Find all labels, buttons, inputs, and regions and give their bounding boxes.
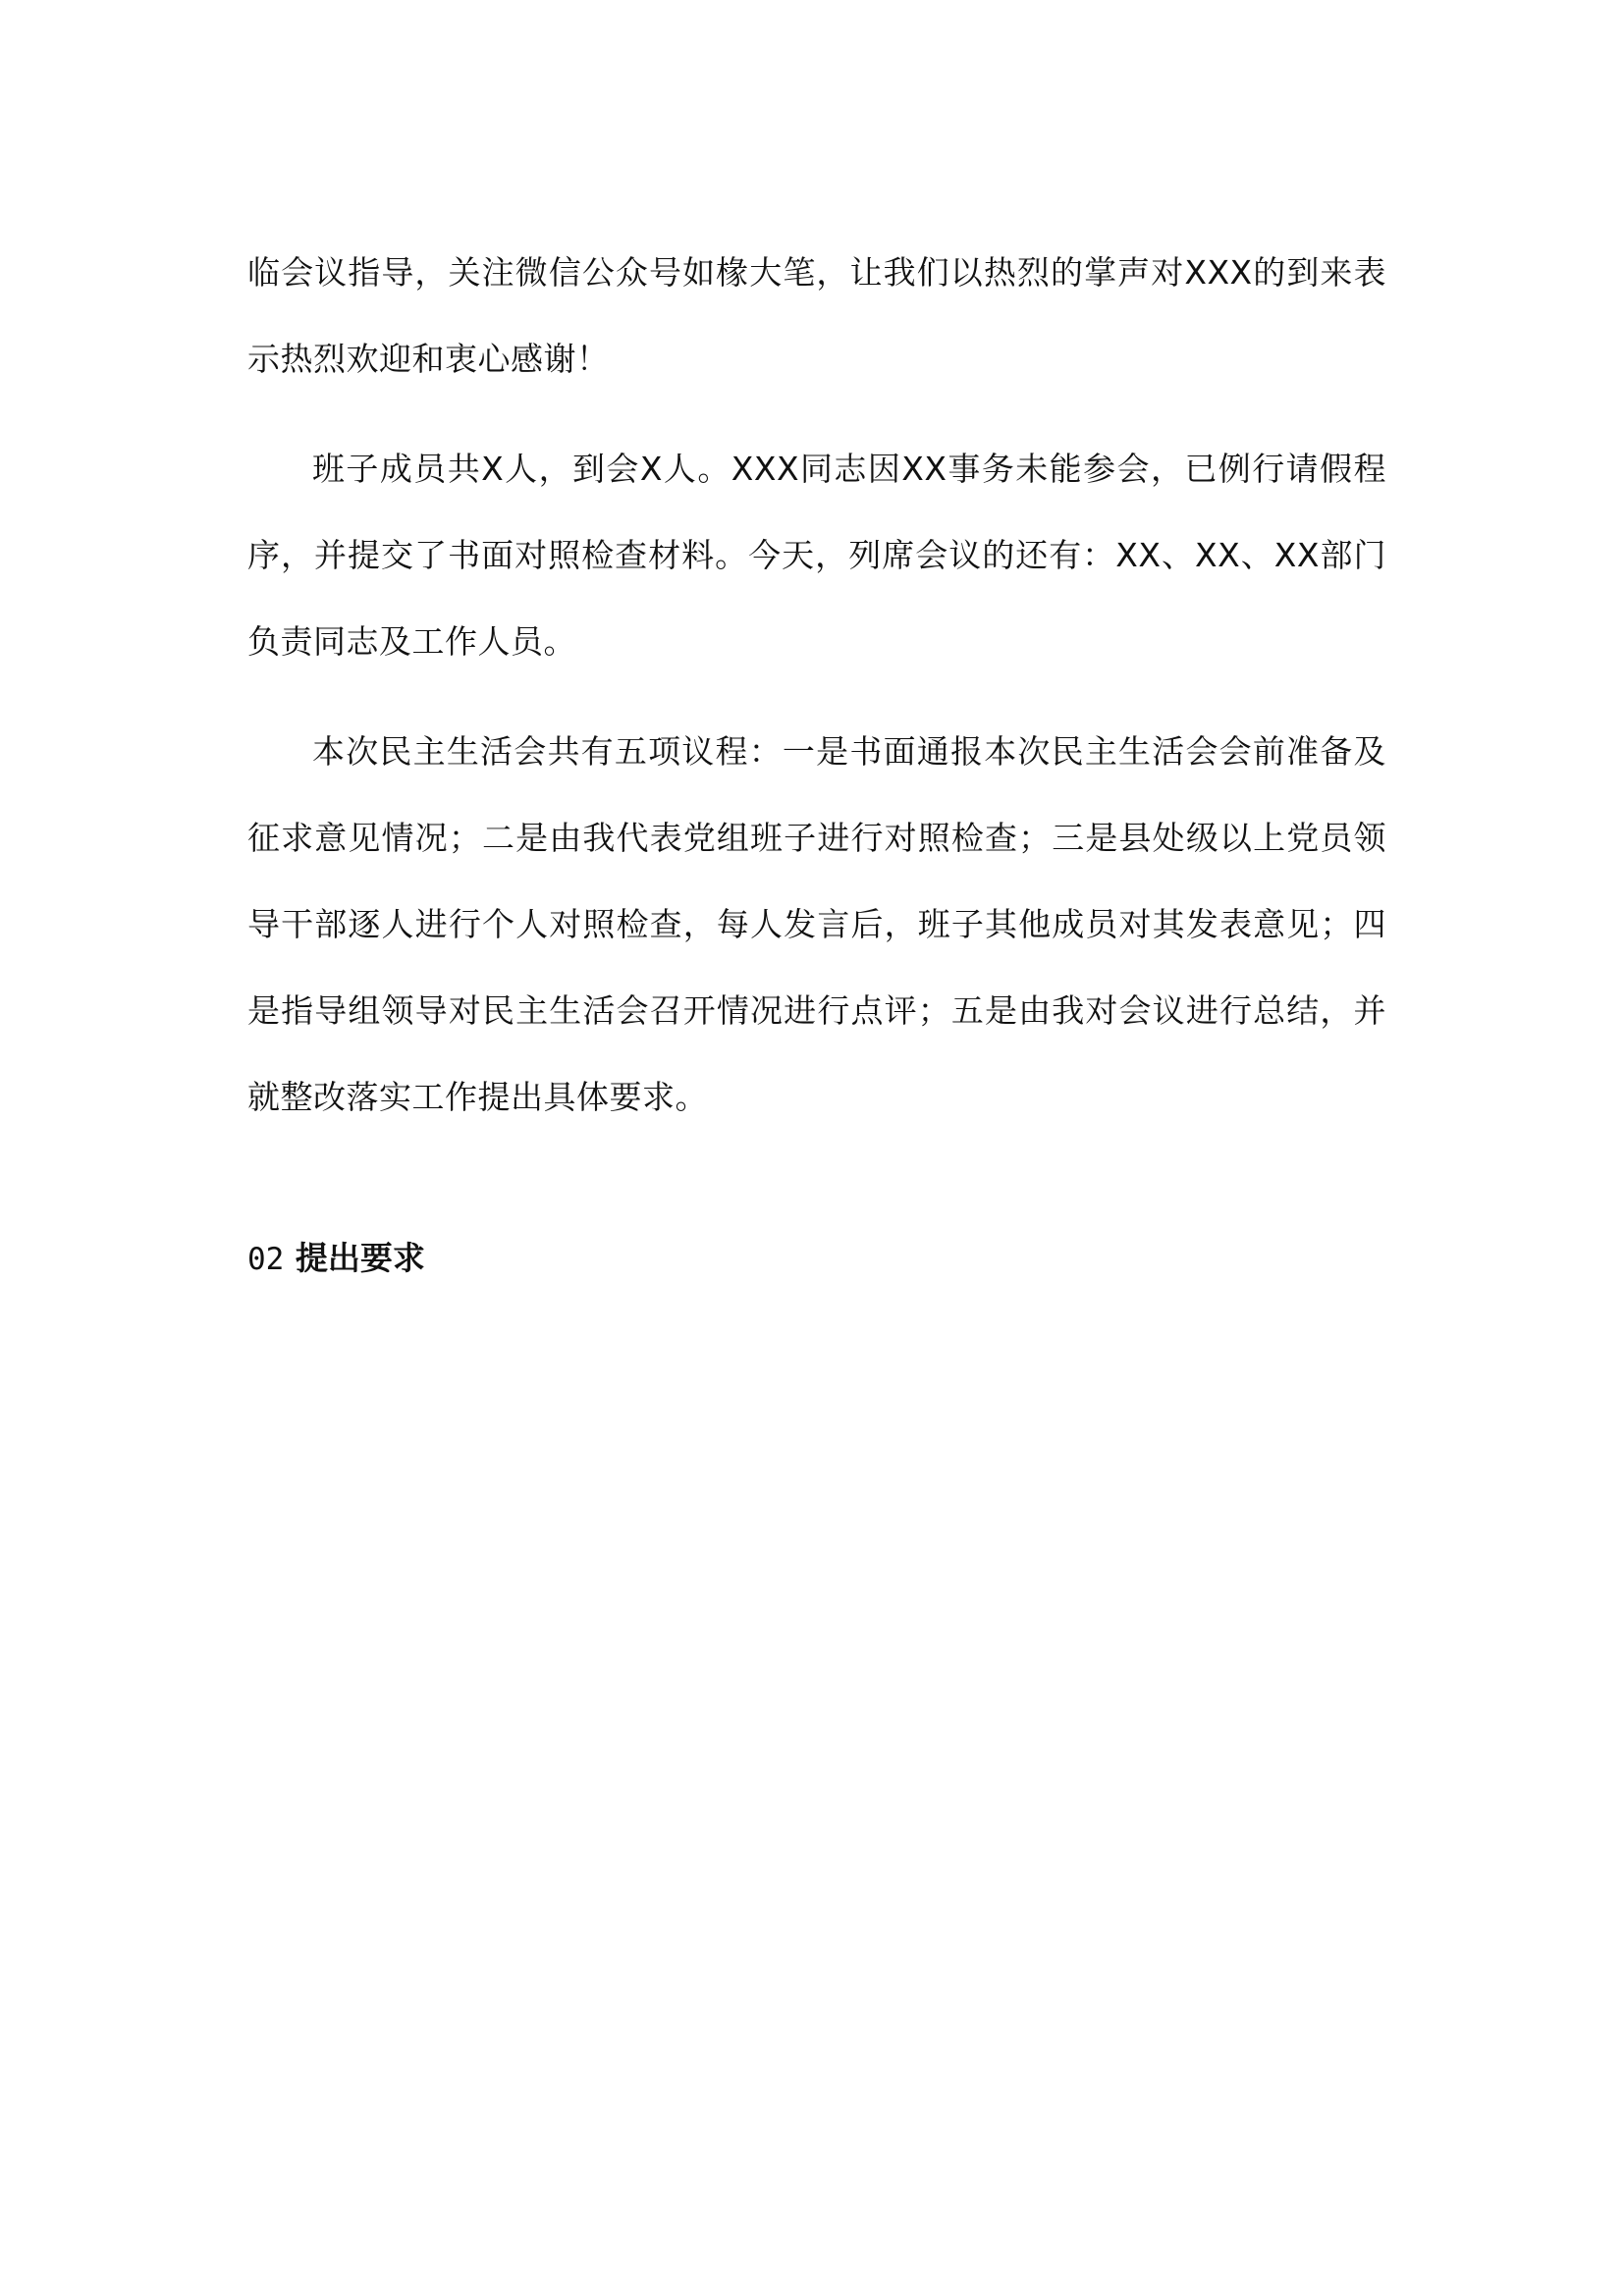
paragraph-spacer	[247, 402, 1386, 426]
section-number: 02	[247, 1242, 285, 1277]
section-heading	[247, 1237, 1386, 1281]
paragraph-spacer	[247, 685, 1386, 709]
section-spacer	[247, 1141, 1386, 1237]
paragraph-welcome: 临会议指导，关注微信公众号如椽大笔，让我们以热烈的掌声对XXX的到来表示热烈欢迎和衷心感谢！	[247, 253, 1386, 378]
paragraph-attendance: 班子成员共X人，到会X人。XXX同志因XX事务未能参会，已例行请假程序，并提交了书面对照检查材料。今天，列席会议的还有：XX、XX、XX部门负责同志及工作人员。	[247, 450, 1386, 661]
section-title: 提出要求	[295, 1239, 425, 1277]
document-body	[247, 230, 1386, 1281]
paragraph-agenda: 本次民主生活会共有五项议程：一是书面通报本次民主生活会会前准备及征求意见情况；二是由我代表党组班子进行对照检查；三是县处级以上党员领导干部逐人进行个人对照检查，每人发言后，班子其他成员对其发表意见；四是指导组领导对民主生活会召开情况进行点评；五是由我对会议进行总结，并就整改落实工作提出具体要求。	[247, 732, 1386, 1116]
